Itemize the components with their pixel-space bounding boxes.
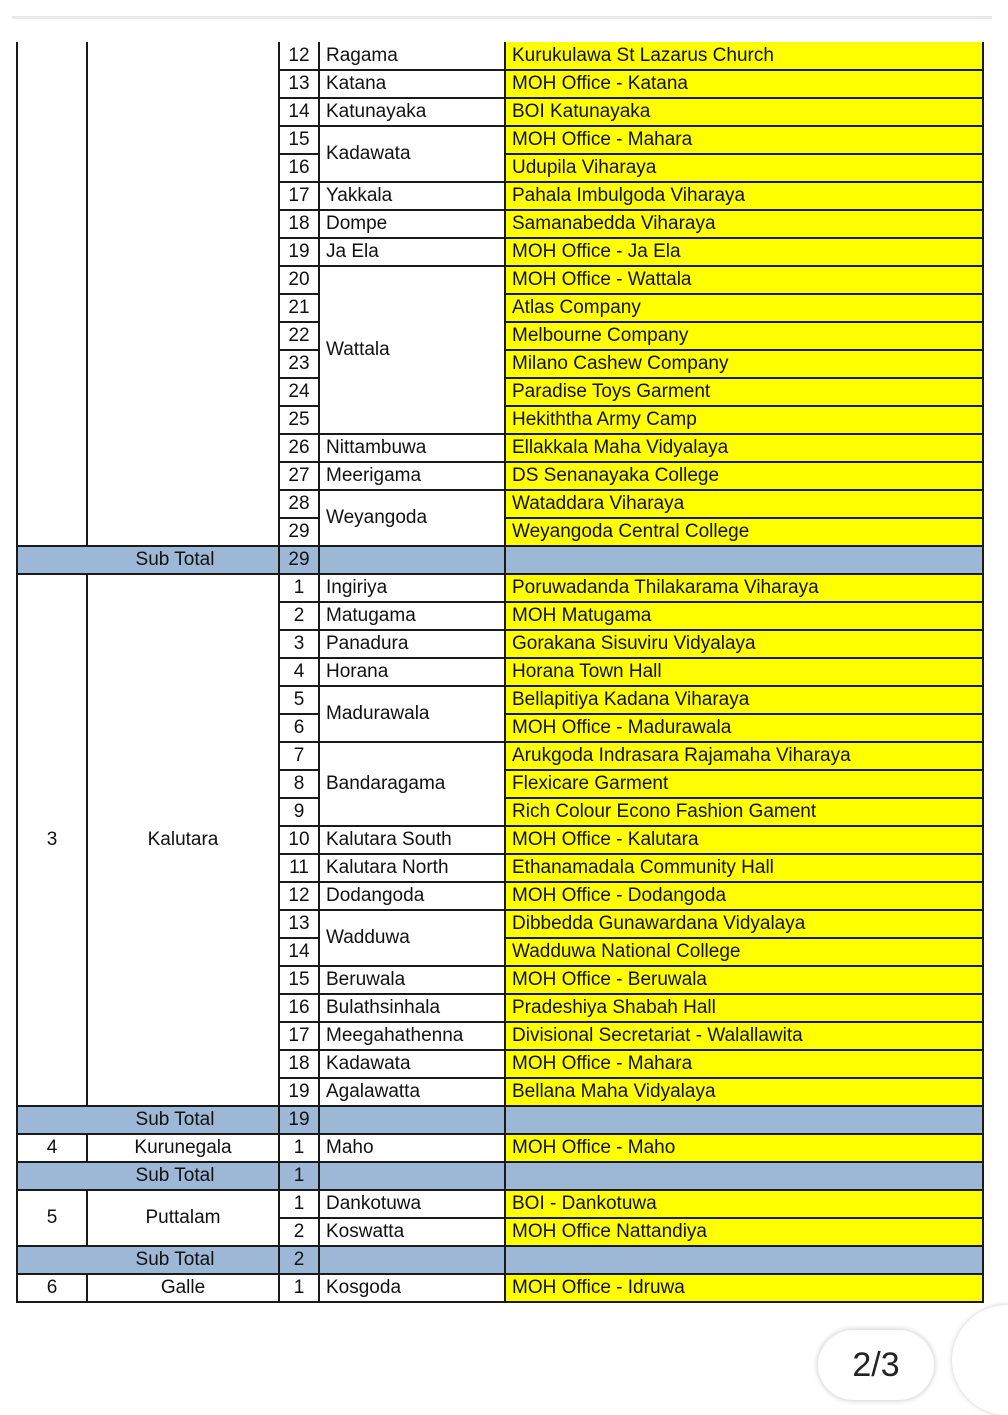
moh-area-cell: Dankotuwa (319, 1190, 505, 1218)
moh-area-cell: Meerigama (319, 462, 505, 490)
row-index-cell: 12 (279, 882, 319, 910)
location-cell: Wadduwa National College (505, 938, 983, 966)
row-index-cell: 23 (279, 350, 319, 378)
location-cell: BOI Katunayaka (505, 98, 983, 126)
location-cell: Divisional Secretariat - Walallawita (505, 1022, 983, 1050)
moh-area-cell: Horana (319, 658, 505, 686)
moh-area-cell: Madurawala (319, 686, 505, 742)
table-row (17, 1134, 983, 1162)
row-index-cell: 2 (279, 602, 319, 630)
location-cell: Ellakkala Maha Vidyalaya (505, 434, 983, 462)
row-index-cell: 20 (279, 266, 319, 294)
row-index-cell: 22 (279, 322, 319, 350)
row-index-cell: 7 (279, 742, 319, 770)
subtotal-value: 19 (279, 1106, 319, 1134)
location-cell: Dibbedda Gunawardana Vidyalaya (505, 910, 983, 938)
district-name-cell: Kurunegala (87, 1134, 279, 1162)
location-cell: Horana Town Hall (505, 658, 983, 686)
moh-area-cell: Kadawata (319, 1050, 505, 1078)
location-cell: Kurukulawa St Lazarus Church (505, 42, 983, 70)
row-index-cell: 1 (279, 574, 319, 602)
location-cell: Paradise Toys Garment (505, 378, 983, 406)
moh-area-cell: Nittambuwa (319, 434, 505, 462)
moh-area-cell: Dompe (319, 210, 505, 238)
moh-area-cell: Wattala (319, 266, 505, 434)
location-cell: Bellapitiya Kadana Viharaya (505, 686, 983, 714)
row-index-cell: 4 (279, 658, 319, 686)
row-index-cell: 1 (279, 1190, 319, 1218)
top-divider (12, 16, 992, 19)
row-index-cell: 29 (279, 518, 319, 546)
moh-area-cell: Weyangoda (319, 490, 505, 546)
moh-area-cell: Matugama (319, 602, 505, 630)
row-index-cell: 17 (279, 1022, 319, 1050)
location-cell: Arukgoda Indrasara Rajamaha Viharaya (505, 742, 983, 770)
moh-area-cell: Ingiriya (319, 574, 505, 602)
moh-area-cell: Kosgoda (319, 1274, 505, 1302)
subtotal-empty-cell (505, 1106, 983, 1134)
subtotal-empty-cell (319, 1106, 505, 1134)
row-index-cell: 16 (279, 154, 319, 182)
location-cell: Pahala Imbulgoda Viharaya (505, 182, 983, 210)
location-cell: Melbourne Company (505, 322, 983, 350)
table-row (17, 574, 983, 602)
row-index-cell: 19 (279, 1078, 319, 1106)
location-cell: Pradeshiya Shabah Hall (505, 994, 983, 1022)
moh-area-cell: Katana (319, 70, 505, 98)
corner-scroll-button[interactable] (952, 1305, 1008, 1415)
district-number-cell (17, 42, 87, 546)
row-index-cell: 6 (279, 714, 319, 742)
row-index-cell: 26 (279, 434, 319, 462)
subtotal-row (17, 1246, 983, 1274)
row-index-cell: 16 (279, 994, 319, 1022)
row-index-cell: 13 (279, 70, 319, 98)
moh-area-cell: Bandaragama (319, 742, 505, 826)
subtotal-label: Sub Total (17, 1106, 279, 1134)
moh-area-cell: Wadduwa (319, 910, 505, 966)
subtotal-row (17, 1162, 983, 1190)
district-name-cell: Puttalam (87, 1190, 279, 1246)
moh-area-cell: Ragama (319, 42, 505, 70)
subtotal-empty-cell (319, 1162, 505, 1190)
subtotal-empty-cell (505, 546, 983, 574)
moh-area-cell: Panadura (319, 630, 505, 658)
location-cell: Weyangoda Central College (505, 518, 983, 546)
location-cell: MOH Office - Mahara (505, 1050, 983, 1078)
location-cell: MOH Office - Maho (505, 1134, 983, 1162)
moh-area-cell: Ja Ela (319, 238, 505, 266)
location-cell: MOH Office - Katana (505, 70, 983, 98)
location-cell: MOH Office - Wattala (505, 266, 983, 294)
row-index-cell: 15 (279, 126, 319, 154)
moh-area-cell: Koswatta (319, 1218, 505, 1246)
location-cell: BOI - Dankotuwa (505, 1190, 983, 1218)
row-index-cell: 18 (279, 210, 319, 238)
subtotal-empty-cell (319, 1246, 505, 1274)
row-index-cell: 13 (279, 910, 319, 938)
row-index-cell: 1 (279, 1274, 319, 1302)
location-cell: Atlas Company (505, 294, 983, 322)
moh-area-cell: Yakkala (319, 182, 505, 210)
location-cell: Wataddara Viharaya (505, 490, 983, 518)
subtotal-label: Sub Total (17, 546, 279, 574)
subtotal-label: Sub Total (17, 1246, 279, 1274)
location-cell: MOH Office - Ja Ela (505, 238, 983, 266)
location-cell: Flexicare Garment (505, 770, 983, 798)
location-cell: MOH Office - Madurawala (505, 714, 983, 742)
moh-area-cell: Dodangoda (319, 882, 505, 910)
district-number-cell: 3 (17, 574, 87, 1106)
row-index-cell: 11 (279, 854, 319, 882)
location-cell: DS Senanayaka College (505, 462, 983, 490)
subtotal-value: 29 (279, 546, 319, 574)
location-cell: MOH Office - Idruwa (505, 1274, 983, 1302)
row-index-cell: 14 (279, 98, 319, 126)
row-index-cell: 3 (279, 630, 319, 658)
row-index-cell: 1 (279, 1134, 319, 1162)
location-cell: Udupila Viharaya (505, 154, 983, 182)
moh-area-cell: Agalawatta (319, 1078, 505, 1106)
vaccination-centers-table (16, 42, 984, 1303)
row-index-cell: 9 (279, 798, 319, 826)
row-index-cell: 15 (279, 966, 319, 994)
table-row (17, 1190, 983, 1218)
moh-area-cell: Beruwala (319, 966, 505, 994)
row-index-cell: 2 (279, 1218, 319, 1246)
district-name-cell (87, 42, 279, 546)
row-index-cell: 19 (279, 238, 319, 266)
row-index-cell: 17 (279, 182, 319, 210)
table-row (17, 1274, 983, 1302)
row-index-cell: 5 (279, 686, 319, 714)
moh-area-cell: Maho (319, 1134, 505, 1162)
page-indicator[interactable]: 2/3 (818, 1330, 934, 1400)
row-index-cell: 21 (279, 294, 319, 322)
table-row (17, 42, 983, 70)
subtotal-empty-cell (505, 1162, 983, 1190)
moh-area-cell: Kadawata (319, 126, 505, 182)
location-cell: MOH Office - Kalutara (505, 826, 983, 854)
subtotal-value: 1 (279, 1162, 319, 1190)
row-index-cell: 18 (279, 1050, 319, 1078)
row-index-cell: 25 (279, 406, 319, 434)
location-cell: MOH Office - Mahara (505, 126, 983, 154)
row-index-cell: 10 (279, 826, 319, 854)
subtotal-row (17, 1106, 983, 1134)
district-number-cell: 4 (17, 1134, 87, 1162)
row-index-cell: 8 (279, 770, 319, 798)
location-cell: Bellana Maha Vidyalaya (505, 1078, 983, 1106)
row-index-cell: 27 (279, 462, 319, 490)
location-cell: MOH Office - Dodangoda (505, 882, 983, 910)
moh-area-cell: Katunayaka (319, 98, 505, 126)
subtotal-empty-cell (505, 1246, 983, 1274)
location-cell: Poruwadanda Thilakarama Viharaya (505, 574, 983, 602)
location-cell: Gorakana Sisuviru Vidyalaya (505, 630, 983, 658)
location-cell: MOH Office Nattandiya (505, 1218, 983, 1246)
location-cell: Samanabedda Viharaya (505, 210, 983, 238)
location-cell: Rich Colour Econo Fashion Gament (505, 798, 983, 826)
subtotal-label: Sub Total (17, 1162, 279, 1190)
subtotal-row (17, 546, 983, 574)
location-cell: MOH Office - Beruwala (505, 966, 983, 994)
moh-area-cell: Bulathsinhala (319, 994, 505, 1022)
location-cell: Ethanamadala Community Hall (505, 854, 983, 882)
location-cell: Milano Cashew Company (505, 350, 983, 378)
district-number-cell: 6 (17, 1274, 87, 1302)
district-name-cell: Kalutara (87, 574, 279, 1106)
row-index-cell: 14 (279, 938, 319, 966)
subtotal-value: 2 (279, 1246, 319, 1274)
district-number-cell: 5 (17, 1190, 87, 1246)
row-index-cell: 24 (279, 378, 319, 406)
moh-area-cell: Kalutara North (319, 854, 505, 882)
moh-area-cell: Meegahathenna (319, 1022, 505, 1050)
moh-area-cell: Kalutara South (319, 826, 505, 854)
location-cell: MOH Matugama (505, 602, 983, 630)
district-name-cell: Galle (87, 1274, 279, 1302)
subtotal-empty-cell (319, 546, 505, 574)
row-index-cell: 12 (279, 42, 319, 70)
row-index-cell: 28 (279, 490, 319, 518)
location-cell: Hekiththa Army Camp (505, 406, 983, 434)
